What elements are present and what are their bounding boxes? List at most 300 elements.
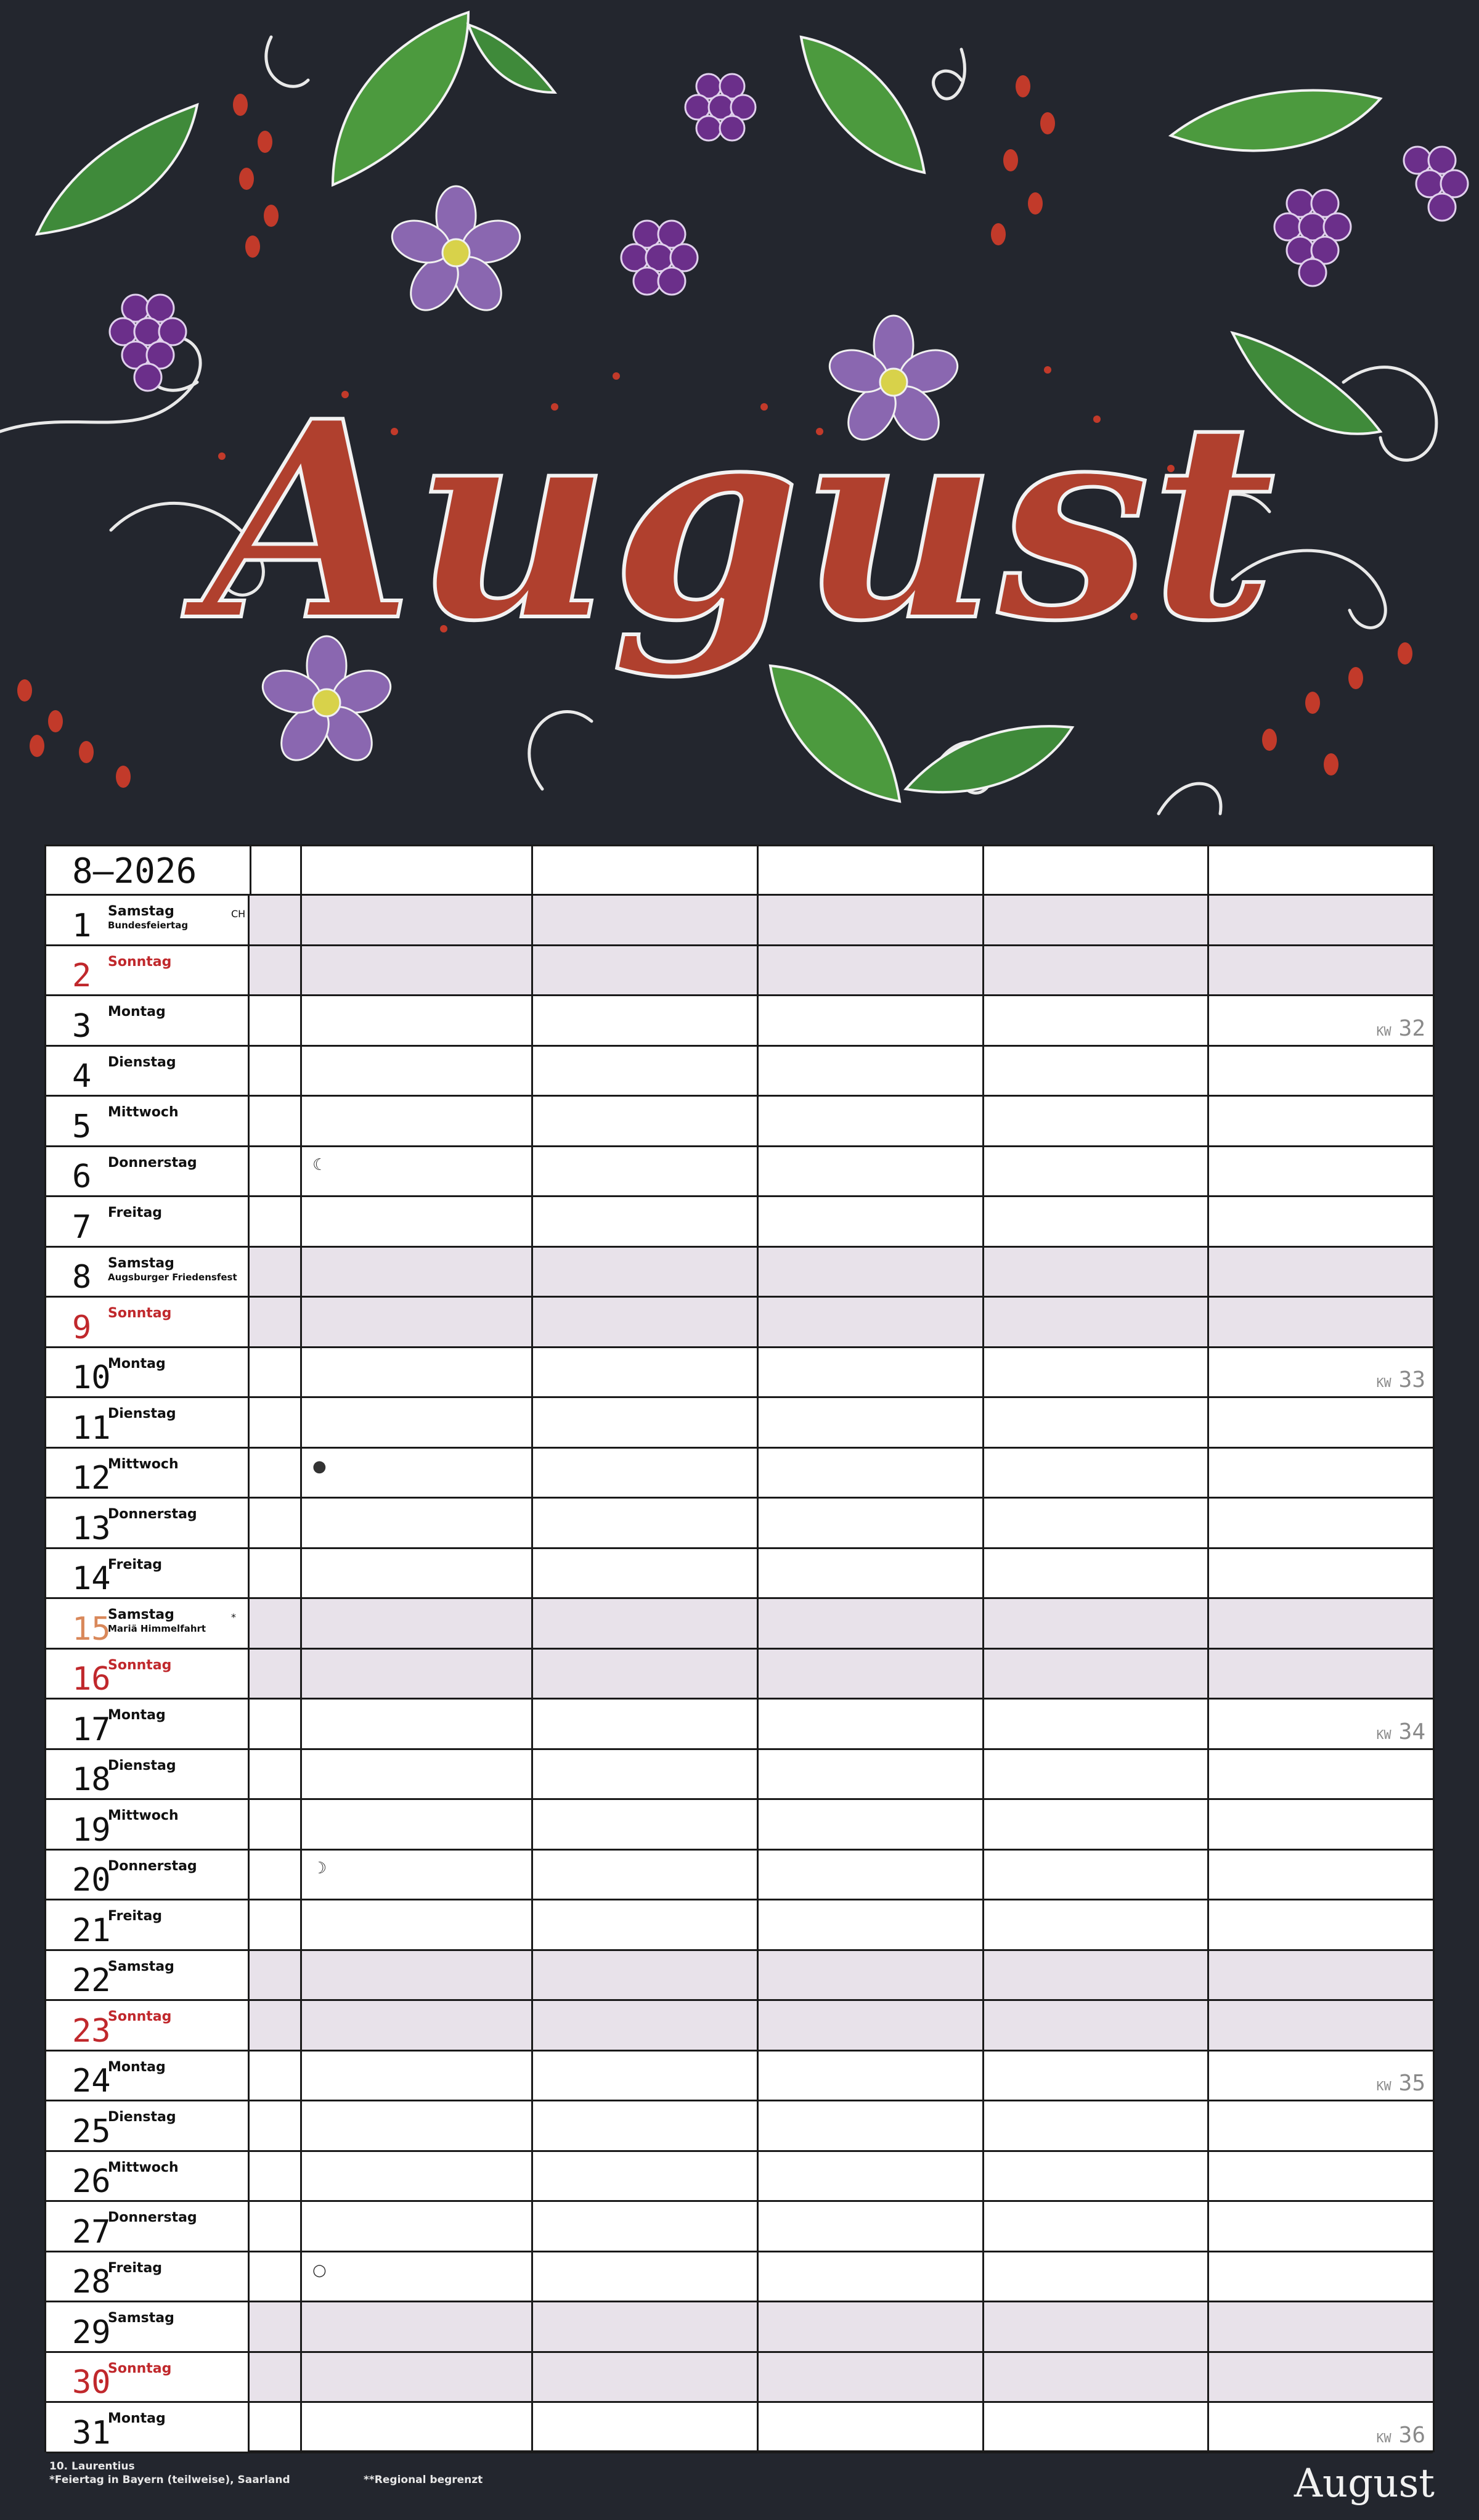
berry-chalk-illustration [0, 0, 1479, 845]
day-label-cell [46, 1650, 250, 1698]
column-divider [757, 1248, 759, 1296]
weekday-name: Freitag [108, 1908, 163, 1924]
column-divider [982, 846, 984, 894]
column-divider [757, 1549, 759, 1598]
column-divider [300, 2353, 302, 2402]
holiday-name: Bundesfeiertag [108, 920, 189, 931]
weekday-name: Mittwoch [108, 1456, 179, 1472]
day-label-cell [46, 1047, 250, 1095]
kw-number: 32 [1398, 1015, 1425, 1041]
weekday-name: Donnerstag [108, 1507, 197, 1522]
day-number: 3 [72, 1007, 92, 1045]
column-divider [531, 1750, 533, 1799]
weekday-name: Sonntag [108, 2360, 172, 2376]
day-label-cell [46, 1900, 250, 1949]
column-divider [300, 846, 302, 894]
column-divider [757, 1047, 759, 1095]
column-divider [982, 1700, 984, 1748]
day-number: 15 [72, 1610, 111, 1648]
day-row[interactable] [46, 1750, 1433, 1801]
column-divider [757, 1700, 759, 1748]
column-divider [982, 2202, 984, 2251]
column-divider [531, 2101, 533, 2150]
kw-prefix: KW [1376, 2079, 1399, 2093]
column-divider [300, 996, 302, 1045]
day-number: 24 [72, 2063, 111, 2100]
footnote-feiertag: *Feiertag in Bayern (teilweise), Saarland [49, 2474, 290, 2486]
column-divider [757, 2252, 759, 2301]
day-label-cell [46, 1449, 250, 1497]
day-row[interactable] [46, 1348, 1433, 1399]
footnotes [49, 2460, 483, 2487]
day-number: 12 [72, 1460, 111, 1497]
column-divider [531, 1047, 533, 1095]
column-divider [300, 1900, 302, 1949]
column-divider [531, 1398, 533, 1447]
day-label-cell [46, 1248, 250, 1296]
kw-prefix: KW [1376, 1727, 1399, 1742]
day-row[interactable] [46, 1650, 1433, 1700]
holiday-name: Mariä Himmelfahrt [108, 1623, 206, 1634]
day-number: 31 [72, 2414, 111, 2452]
column-divider [300, 1549, 302, 1598]
column-divider [300, 1800, 302, 1849]
header-illustration [0, 0, 1479, 845]
kw-prefix: KW [1376, 1375, 1399, 1390]
column-divider [1207, 1348, 1209, 1397]
column-divider [982, 1348, 984, 1397]
column-divider [531, 2353, 533, 2402]
weekday-name: Montag [108, 2059, 166, 2075]
weekday-name: Mittwoch [108, 2159, 179, 2175]
column-divider [982, 1851, 984, 1899]
column-divider [757, 2403, 759, 2452]
calendar-grid [44, 845, 1435, 2452]
column-divider [757, 946, 759, 995]
month-year-label: 8–2026 [72, 851, 197, 891]
day-number: 16 [72, 1661, 111, 1698]
day-label-cell [46, 1549, 250, 1598]
column-divider [531, 1549, 533, 1598]
column-divider [982, 1398, 984, 1447]
column-divider [1207, 2052, 1209, 2100]
footnote-regional: **Regional begrenzt [364, 2474, 483, 2486]
column-divider [300, 2252, 302, 2301]
column-divider [982, 2302, 984, 2351]
column-divider [982, 946, 984, 995]
day-row[interactable] [46, 1951, 1433, 2002]
weekday-name: Samstag [108, 1255, 174, 1271]
column-divider [757, 2052, 759, 2100]
column-divider [757, 2001, 759, 2050]
column-divider [300, 1047, 302, 1095]
column-divider [982, 1197, 984, 1246]
day-number: 26 [72, 2163, 111, 2200]
weekday-name: Dienstag [108, 1054, 176, 1070]
column-divider [757, 1900, 759, 1949]
column-divider [300, 1348, 302, 1397]
day-label-cell [46, 1097, 250, 1145]
weekday-name: Montag [108, 1356, 166, 1372]
day-row[interactable] [46, 1248, 1433, 1298]
day-label-cell [46, 2252, 250, 2301]
column-divider [982, 2252, 984, 2301]
day-row[interactable] [46, 1499, 1433, 1549]
column-divider [300, 1197, 302, 1246]
weekday-name: Mittwoch [108, 1808, 179, 1823]
day-label-cell [46, 1197, 250, 1246]
weekday-name: Dienstag [108, 1757, 176, 1773]
column-divider [300, 1499, 302, 1547]
calendar-week-label [1377, 1719, 1425, 1745]
weekday-name: Donnerstag [108, 1858, 197, 1874]
day-row[interactable] [46, 2353, 1433, 2403]
column-divider [531, 1800, 533, 1849]
day-row[interactable] [46, 1851, 1433, 1901]
column-divider [757, 1097, 759, 1145]
column-divider [531, 846, 533, 894]
day-row[interactable] [46, 2302, 1433, 2353]
holiday-name: Augsburger Friedensfest [108, 1271, 237, 1283]
holiday-mark: CH [231, 908, 246, 920]
column-divider [982, 1750, 984, 1799]
column-divider [531, 996, 533, 1045]
day-number: 4 [72, 1058, 92, 1095]
weekday-name: Samstag [108, 2310, 174, 2326]
column-divider [757, 2353, 759, 2402]
column-divider [757, 2152, 759, 2201]
column-divider [757, 1800, 759, 1849]
day-label-cell [46, 2403, 250, 2452]
weekday-name: Freitag [108, 1557, 163, 1573]
day-label-cell [46, 1800, 250, 1849]
column-divider [982, 2101, 984, 2150]
column-divider [531, 2001, 533, 2050]
calendar-week-label [1377, 1367, 1425, 1393]
column-divider [757, 1951, 759, 2000]
weekday-name: Freitag [108, 2260, 163, 2276]
day-label-cell [46, 1398, 250, 1447]
day-row[interactable] [46, 2403, 1433, 2453]
column-divider [531, 2252, 533, 2301]
column-divider [757, 1197, 759, 1246]
column-divider [531, 2302, 533, 2351]
column-divider [531, 1700, 533, 1748]
column-divider [1207, 1900, 1209, 1949]
holiday-mark: * [231, 1611, 236, 1623]
column-divider [757, 1298, 759, 1346]
day-number: 23 [72, 2012, 111, 2050]
column-divider [757, 1750, 759, 1799]
column-divider [1207, 996, 1209, 1045]
day-label-cell [46, 2052, 250, 2100]
column-divider [300, 1951, 302, 2000]
day-label-cell [46, 2001, 250, 2050]
day-number: 7 [72, 1208, 92, 1246]
column-divider [300, 1298, 302, 1346]
day-number: 6 [72, 1158, 92, 1195]
column-divider [982, 1599, 984, 1648]
weekday-name: Montag [108, 1004, 166, 1020]
calendar-week-label [1377, 2071, 1425, 2096]
day-row[interactable] [46, 1398, 1433, 1449]
day-label-cell [46, 1599, 250, 1648]
column-divider [757, 1499, 759, 1547]
column-divider [982, 1900, 984, 1949]
day-row[interactable] [46, 1800, 1433, 1851]
column-divider [757, 1398, 759, 1447]
day-row[interactable] [46, 1197, 1433, 1248]
weekday-name: Mittwoch [108, 1105, 179, 1120]
column-divider [531, 1248, 533, 1296]
day-label-cell [46, 1147, 250, 1196]
column-divider [982, 2403, 984, 2452]
column-divider [531, 1650, 533, 1698]
column-divider [1207, 1650, 1209, 1698]
column-divider [982, 2152, 984, 2201]
column-divider [1207, 846, 1209, 894]
column-divider [757, 1650, 759, 1698]
column-divider [531, 2152, 533, 2201]
column-divider [757, 2101, 759, 2150]
weekday-name: Montag [108, 2411, 166, 2426]
kw-number: 34 [1398, 1719, 1425, 1745]
day-number: 22 [72, 1962, 111, 1999]
column-divider [1207, 1449, 1209, 1497]
day-row[interactable] [46, 896, 1433, 946]
day-number: 20 [72, 1862, 111, 1899]
column-divider [300, 2101, 302, 2150]
moon-phase-icon: ☽ [312, 1859, 327, 1878]
column-divider [757, 1449, 759, 1497]
column-divider [1207, 1549, 1209, 1598]
day-label-cell [46, 1499, 250, 1547]
day-row[interactable] [46, 946, 1433, 997]
day-row[interactable] [46, 1549, 1433, 1600]
column-divider [1207, 2001, 1209, 2050]
column-divider [757, 1147, 759, 1196]
column-divider [982, 1147, 984, 1196]
calendar-header-row [46, 846, 1433, 896]
day-number: 25 [72, 2113, 111, 2150]
weekday-name: Freitag [108, 1205, 163, 1221]
calendar-week-label [1377, 2423, 1425, 2448]
day-row[interactable] [46, 1147, 1433, 1198]
column-divider [531, 1900, 533, 1949]
day-number: 14 [72, 1560, 111, 1597]
column-divider [757, 2302, 759, 2351]
kw-number: 36 [1398, 2422, 1425, 2448]
column-divider [300, 1700, 302, 1748]
moon-phase-icon: ☾ [312, 1155, 327, 1174]
column-divider [531, 1097, 533, 1145]
column-divider [300, 1750, 302, 1799]
column-divider [982, 1800, 984, 1849]
day-number: 2 [72, 957, 92, 994]
weekday-name: Sonntag [108, 1306, 172, 1321]
day-number: 27 [72, 2213, 111, 2251]
day-label-cell [46, 2152, 250, 2201]
column-divider [531, 2403, 533, 2452]
weekday-name: Sonntag [108, 954, 172, 970]
weekday-name: Samstag [108, 1958, 174, 1974]
day-number: 29 [72, 2313, 111, 2351]
moon-phase-icon: ● [312, 1457, 327, 1476]
day-label-cell [46, 2202, 250, 2251]
column-divider [531, 1951, 533, 2000]
kw-prefix: KW [1376, 2430, 1399, 2445]
day-number: 28 [72, 2264, 111, 2301]
column-divider [300, 946, 302, 995]
column-divider [1207, 1599, 1209, 1648]
column-divider [1207, 1700, 1209, 1748]
column-divider [982, 1549, 984, 1598]
day-label-cell [46, 896, 250, 944]
day-number: 11 [72, 1409, 111, 1447]
kw-number: 35 [1398, 2071, 1425, 2096]
column-divider [1207, 1097, 1209, 1145]
day-label-cell [46, 1700, 250, 1748]
column-divider [982, 996, 984, 1045]
column-divider [982, 1951, 984, 2000]
column-divider [531, 1851, 533, 1899]
day-number: 9 [72, 1309, 92, 1346]
kw-number: 33 [1398, 1367, 1425, 1393]
day-row[interactable] [46, 1047, 1433, 1097]
day-number: 18 [72, 1761, 111, 1798]
day-number: 8 [72, 1259, 92, 1296]
column-divider [300, 2302, 302, 2351]
column-divider [757, 996, 759, 1045]
column-divider [300, 2202, 302, 2251]
footnote-laurentius: 10. Laurentius [49, 2460, 135, 2473]
column-divider [1207, 1147, 1209, 1196]
column-divider [757, 1599, 759, 1648]
column-divider [982, 1298, 984, 1346]
day-row[interactable] [46, 1900, 1433, 1951]
column-divider [1207, 1047, 1209, 1095]
column-divider [1207, 1750, 1209, 1799]
column-divider [300, 1650, 302, 1698]
day-row[interactable] [46, 1097, 1433, 1147]
column-divider [982, 2001, 984, 2050]
day-number: 21 [72, 1912, 111, 1949]
column-divider [1207, 2302, 1209, 2351]
column-divider [757, 1348, 759, 1397]
day-label-cell [46, 1851, 250, 1899]
column-divider [531, 896, 533, 944]
column-divider [531, 2052, 533, 2100]
column-divider [982, 1047, 984, 1095]
column-divider [1207, 2252, 1209, 2301]
day-number: 19 [72, 1811, 111, 1849]
column-divider [757, 2202, 759, 2251]
column-divider [531, 1599, 533, 1648]
column-divider [757, 846, 759, 894]
day-row[interactable] [46, 2001, 1433, 2052]
day-number: 17 [72, 1711, 111, 1748]
column-divider [531, 1298, 533, 1346]
day-number: 5 [72, 1108, 92, 1145]
day-row[interactable] [46, 1449, 1433, 1499]
day-row[interactable] [46, 1298, 1433, 1348]
calendar-week-label [1377, 1016, 1425, 1041]
column-divider [531, 946, 533, 995]
column-divider [757, 1851, 759, 1899]
day-row[interactable] [46, 1599, 1433, 1650]
column-divider [982, 1449, 984, 1497]
column-divider [1207, 1851, 1209, 1899]
weekday-name: Sonntag [108, 2009, 172, 2024]
column-divider [1207, 1800, 1209, 1849]
column-divider [300, 2001, 302, 2050]
column-divider [300, 2403, 302, 2452]
day-row[interactable] [46, 996, 1433, 1047]
day-row[interactable] [46, 1700, 1433, 1750]
column-divider [300, 2052, 302, 2100]
day-label-cell [46, 1951, 250, 2000]
day-label-cell [46, 2101, 250, 2150]
weekday-name: Donnerstag [108, 1155, 197, 1171]
column-divider [300, 1449, 302, 1497]
column-divider [300, 1398, 302, 1447]
day-row[interactable] [46, 2152, 1433, 2203]
column-divider [1207, 2403, 1209, 2452]
month-title: August [203, 362, 1276, 681]
column-divider [757, 896, 759, 944]
column-divider [1207, 2202, 1209, 2251]
day-label-cell [46, 2353, 250, 2402]
column-divider [531, 1348, 533, 1397]
column-divider [1207, 2152, 1209, 2201]
column-divider [1207, 1499, 1209, 1547]
column-divider [1207, 1197, 1209, 1246]
column-divider [982, 1499, 984, 1547]
column-divider [531, 1499, 533, 1547]
column-divider [300, 1248, 302, 1296]
moon-phase-icon: ○ [312, 2260, 327, 2280]
day-row[interactable] [46, 2101, 1433, 2152]
column-divider [1207, 1951, 1209, 2000]
column-divider [1207, 2101, 1209, 2150]
day-label-cell [46, 2302, 250, 2351]
column-divider [300, 1851, 302, 1899]
day-label-cell [46, 996, 250, 1045]
column-divider [1207, 1398, 1209, 1447]
column-divider [982, 2353, 984, 2402]
day-row[interactable] [46, 2202, 1433, 2252]
column-divider [531, 2202, 533, 2251]
column-divider [982, 2052, 984, 2100]
day-label-cell [46, 1298, 250, 1346]
day-number: 13 [72, 1510, 111, 1547]
column-divider [982, 1248, 984, 1296]
column-divider [1207, 1248, 1209, 1296]
day-label-cell [46, 946, 250, 995]
weekday-name: Montag [108, 1708, 166, 1723]
weekday-name: Donnerstag [108, 2210, 197, 2225]
day-label-cell [46, 1348, 250, 1397]
column-divider [531, 1197, 533, 1246]
kw-prefix: KW [1376, 1023, 1399, 1039]
column-divider [1207, 2353, 1209, 2402]
footer-month-label: August [1294, 2461, 1435, 2506]
day-row[interactable] [46, 2052, 1433, 2102]
column-divider [300, 1599, 302, 1648]
day-label-cell [46, 1750, 250, 1799]
column-divider [982, 1650, 984, 1698]
day-row[interactable] [46, 2252, 1433, 2303]
